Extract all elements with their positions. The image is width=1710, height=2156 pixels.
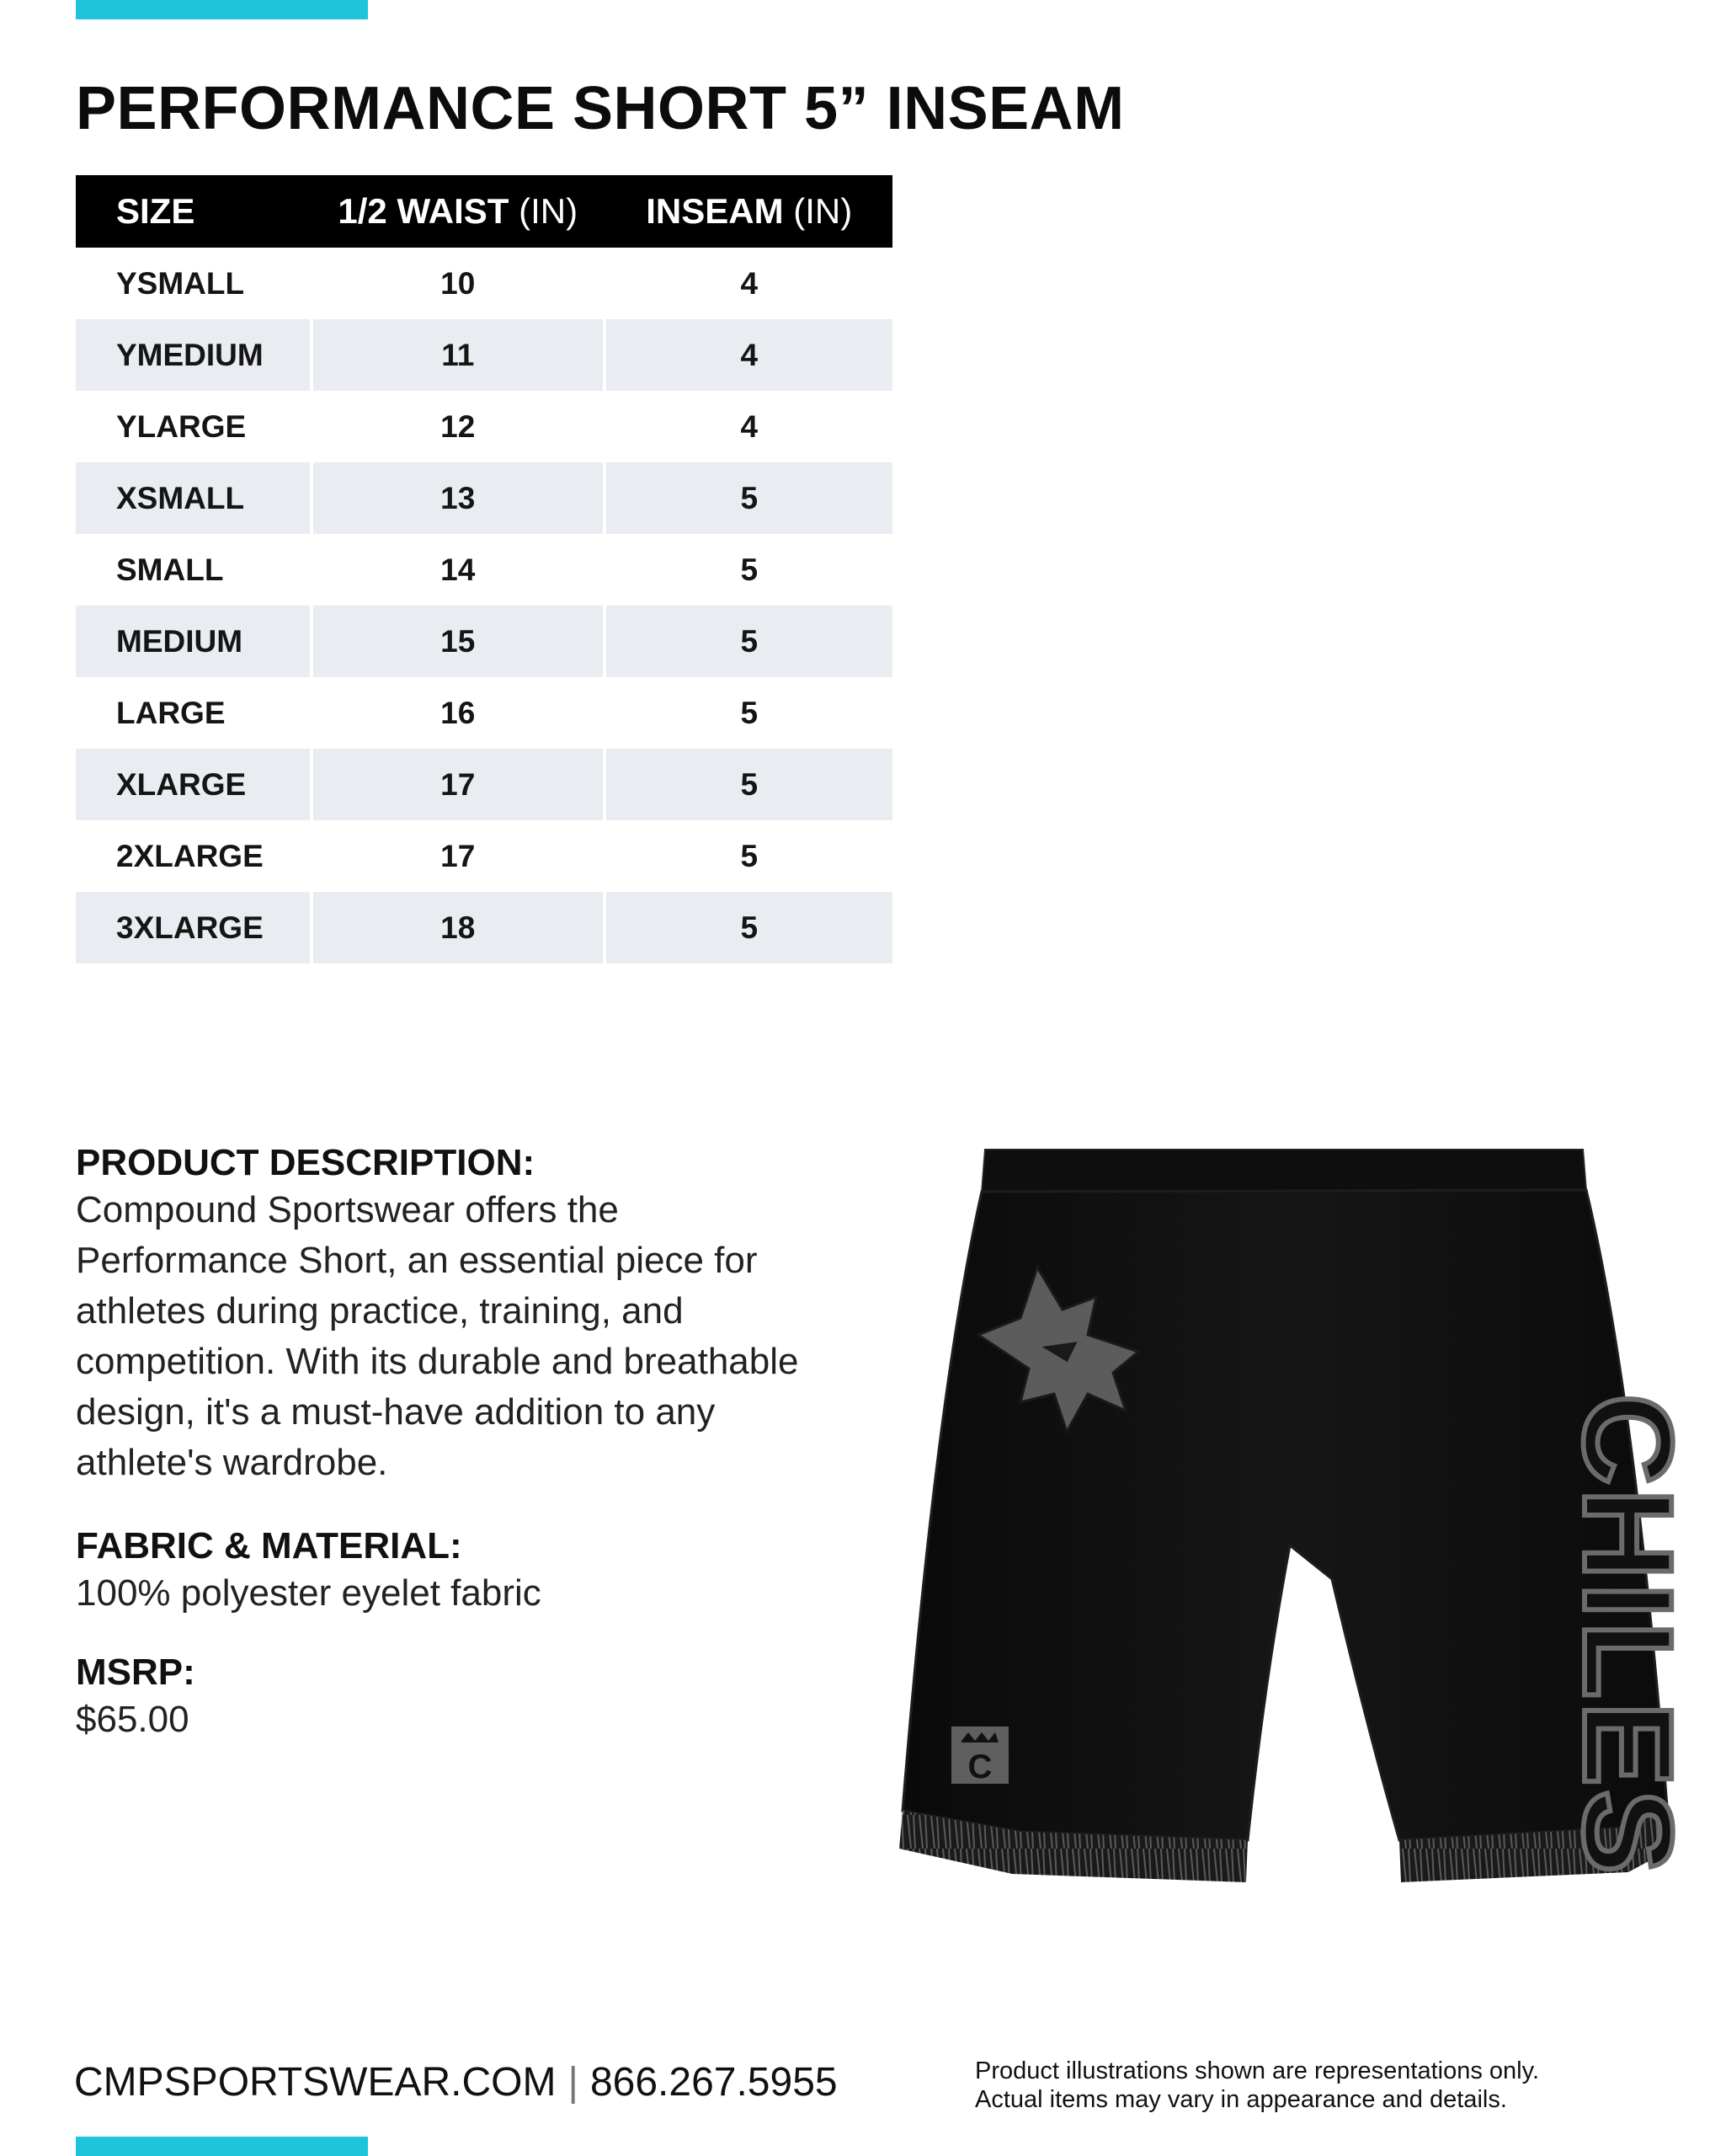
inseam-cell: 4 <box>606 319 893 391</box>
inseam-cell: 5 <box>606 462 893 534</box>
waist-cell: 13 <box>313 462 603 534</box>
footer-disclaimer-line2: Actual items may vary in appearance and details. <box>975 2086 1507 2113</box>
size-cell: SMALL <box>116 552 224 587</box>
description-line: athlete's wardrobe. <box>76 1442 388 1483</box>
footer-phone[interactable]: 866.267.5955 <box>589 2060 838 2105</box>
table-row <box>76 606 892 677</box>
description-line: athletes during practice, training, and <box>76 1290 684 1331</box>
waist-cell: 15 <box>313 606 603 677</box>
size-cell: 2XLARGE <box>116 838 264 873</box>
bottom-accent-bar <box>76 2137 368 2156</box>
waist-cell: 10 <box>440 265 476 301</box>
header-waist-unit: (IN) <box>519 191 578 231</box>
fabric-heading: FABRIC & MATERIAL: <box>76 1525 462 1566</box>
size-cell: MEDIUM <box>76 606 310 677</box>
msrp-price: $65.00 <box>76 1699 189 1740</box>
fabric-section <box>76 1524 884 1619</box>
msrp-section <box>76 1651 884 1745</box>
size-cell: YMEDIUM <box>76 319 310 391</box>
description-line: design, it's a must-have addition to any <box>76 1391 716 1433</box>
header-inseam-label: INSEAM <box>646 191 784 231</box>
waist-cell: 12 <box>440 408 476 444</box>
footer-separator: | <box>567 2060 578 2105</box>
table-row <box>76 391 892 462</box>
size-cell: LARGE <box>116 695 226 730</box>
description-line: Compound Sportswear offers the <box>76 1189 619 1230</box>
shorts-print-text: CHILES <box>1558 1394 1699 1878</box>
table-body <box>76 248 892 963</box>
header-size-label: SIZE <box>116 191 195 231</box>
size-cell: XSMALL <box>76 462 310 534</box>
header-waist-label: 1/2 WAIST <box>338 191 509 231</box>
brand-badge-icon <box>951 1726 1009 1785</box>
waist-cell: 17 <box>440 838 476 873</box>
header-waist <box>313 191 603 232</box>
header-inseam-unit: (IN) <box>793 191 853 231</box>
product-description-heading: PRODUCT DESCRIPTION: <box>76 1142 535 1183</box>
table-row <box>76 319 892 391</box>
fabric-text: 100% polyester eyelet fabric <box>76 1572 541 1614</box>
footer-disclaimer-line1: Product illustrations shown are representations only. <box>975 2057 1540 2084</box>
header-inseam <box>606 191 893 232</box>
product-description-text <box>76 1185 884 1488</box>
table-row <box>76 749 892 820</box>
inseam-cell: 5 <box>740 838 759 873</box>
inseam-cell: 5 <box>606 892 893 963</box>
brand-badge-letter: C <box>967 1748 993 1785</box>
inseam-cell: 5 <box>740 695 759 730</box>
footer-contact <box>74 2059 838 2105</box>
size-cell: YSMALL <box>116 265 245 301</box>
size-chart-table <box>76 175 892 963</box>
product-shorts-image <box>894 1141 1699 1891</box>
inseam-cell: 4 <box>740 265 759 301</box>
waist-cell: 17 <box>313 749 603 820</box>
waist-cell: 11 <box>313 319 603 391</box>
size-cell: 3XLARGE <box>76 892 310 963</box>
table-row <box>76 820 892 892</box>
inseam-cell: 5 <box>606 606 893 677</box>
waist-cell: 18 <box>313 892 603 963</box>
table-row <box>76 248 892 319</box>
footer-disclaimer <box>975 2057 1665 2114</box>
table-row <box>76 677 892 749</box>
table-row <box>76 892 892 963</box>
waist-cell: 16 <box>440 695 476 730</box>
waist-cell: 14 <box>440 552 476 587</box>
table-header <box>76 175 892 248</box>
top-accent-bar <box>76 0 368 19</box>
product-description-section <box>76 1141 884 1488</box>
size-cell: YLARGE <box>116 408 247 444</box>
footer-website-link[interactable]: CMPSPORTSWEAR.COM <box>74 2060 557 2105</box>
header-size <box>76 191 310 232</box>
size-cell: XLARGE <box>76 749 310 820</box>
description-line: Performance Short, an essential piece for <box>76 1240 758 1281</box>
inseam-cell: 5 <box>740 552 759 587</box>
table-row <box>76 462 892 534</box>
table-row <box>76 534 892 606</box>
inseam-cell: 4 <box>740 408 759 444</box>
page-title: PERFORMANCE SHORT 5” INSEAM <box>76 75 1125 142</box>
description-line: competition. With its durable and breathable <box>76 1341 799 1382</box>
msrp-heading: MSRP: <box>76 1652 195 1693</box>
inseam-cell: 5 <box>606 749 893 820</box>
